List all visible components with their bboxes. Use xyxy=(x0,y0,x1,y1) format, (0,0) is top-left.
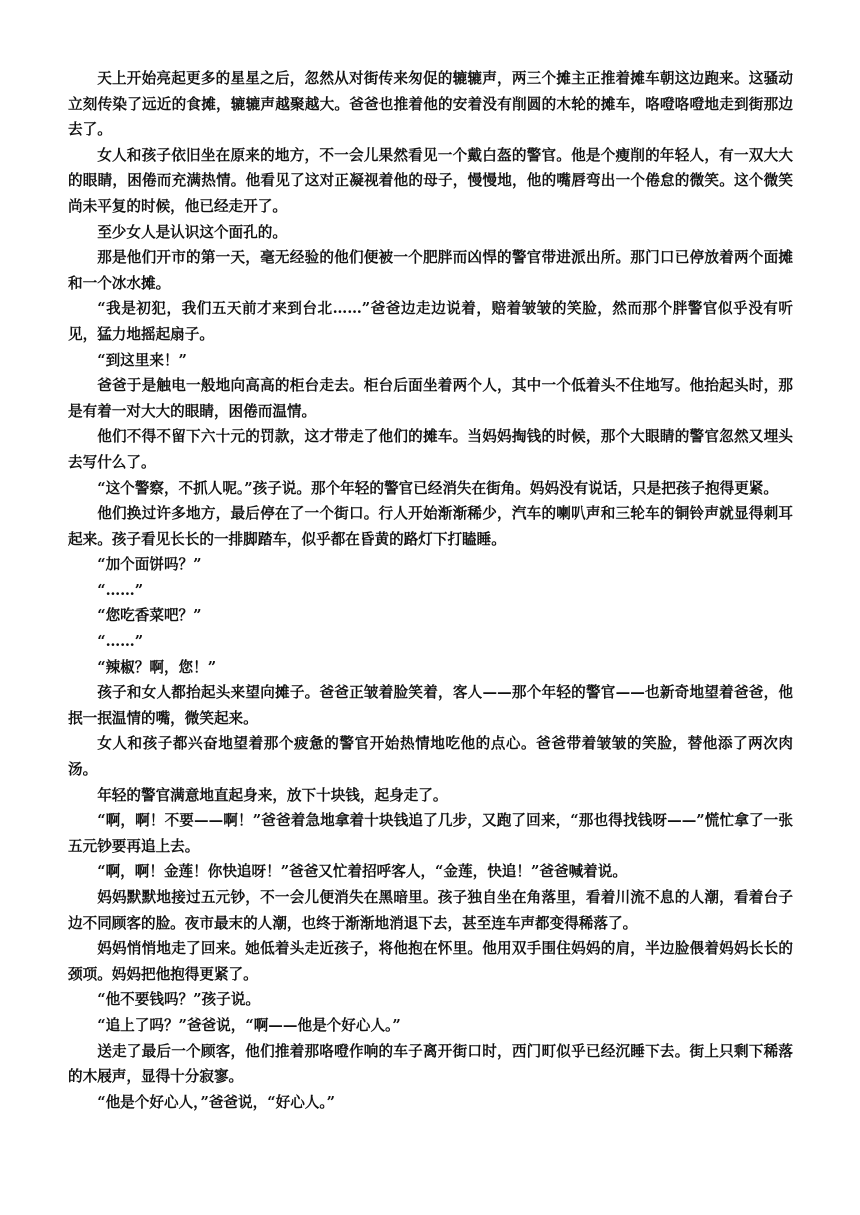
paragraph: 妈妈悄悄地走了回来。她低着头走近孩子，将他抱在怀里。他用双手围住妈妈的肩，半边脸偎着妈妈长长的颈项。妈妈把他抱得更紧了。 xyxy=(68,940,793,983)
paragraph: “到这里来！” xyxy=(97,351,187,369)
paragraph: “这个警察，不抓人呢。”孩子说。那个年轻的警官已经消失在街角。妈妈没有说话，只是把孩子抱得更紧。 xyxy=(97,479,778,497)
paragraph: 他们不得不留下六十元的罚款，这才带走了他们的摊车。当妈妈掏钱的时候，那个大眼睛的警官忽然又埋头去写什么了。 xyxy=(68,428,793,471)
paragraph: 那是他们开市的第一天，毫无经验的他们便被一个肥胖而凶悍的警官带进派出所。那门口已停放着两个面摊和一个冰水摊。 xyxy=(68,249,793,292)
paragraph: 妈妈默默地接过五元钞，不一会儿便消失在黑暗里。孩子独自坐在角落里，看着川流不息的人潮，看着台子边不同顾客的脸。夜市最末的人潮，也终于渐渐地消退下去，甚至连车声都变得稀落了。 xyxy=(68,889,793,932)
paragraph: 送走了最后一个顾客，他们推着那咯噔作响的车子离开街口时，西门町似乎已经沉睡下去。街上只剩下稀落的木屐声，显得十分寂寥。 xyxy=(68,1042,793,1086)
paragraph: “……” xyxy=(97,633,144,651)
paragraph: 孩子和女人都抬起头来望向摊子。爸爸正皱着脸笑着，客人——那个年轻的警官——也新奇地望着爸爸，他抿一抿温情的嘴，微笑起来。 xyxy=(68,684,793,727)
paragraph: 他们换过许多地方，最后停在了一个街口。行人开始渐渐稀少，汽车的喇叭声和三轮车的铜铃声就显得刺耳起来。孩子看见长长的一排脚踏车，似乎都在昏黄的路灯下打瞌睡。 xyxy=(68,505,793,548)
paragraph: “啊，啊！金莲！你快追呀！”爸爸又忙着招呼客人，“金莲，快追！”爸爸喊着说。 xyxy=(97,863,627,881)
paragraph: “……” xyxy=(97,581,144,599)
paragraph: “他是个好心人，”爸爸说，“好心人。” xyxy=(97,1093,336,1111)
paragraph: “啊，啊！不要——啊！”爸爸着急地拿着十块钱追了几步，又跑了回来，“那也得找钱呀——”慌忙拿了一张五元钞要再追上去。 xyxy=(68,812,793,855)
paragraph: 至少女人是认识这个面孔的。 xyxy=(97,223,287,241)
paragraph: 年轻的警官满意地直起身来，放下十块钱，起身走了。 xyxy=(97,786,448,804)
document-body xyxy=(68,66,793,1115)
paragraph: “我是初犯，我们五天前才来到台北……”爸爸边走边说着，赔着皱皱的笑脸，然而那个胖警官似乎没有听见，猛力地摇起扇子。 xyxy=(68,300,793,343)
paragraph: “您吃香菜吧？” xyxy=(97,607,202,625)
paragraph: 爸爸于是触电一般地向高高的柜台走去。柜台后面坐着两个人，其中一个低着头不住地写。他抬起头时，那是有着一对大大的眼睛，困倦而温情。 xyxy=(68,377,793,420)
paragraph: 女人和孩子都兴奋地望着那个疲惫的警官开始热情地吃他的点心。爸爸带着皱皱的笑脸，替他添了两次肉汤。 xyxy=(68,735,793,779)
paragraph: “加个面饼吗？” xyxy=(97,556,202,574)
paragraph: “追上了吗？”爸爸说，“啊——他是个好心人。” xyxy=(97,1016,401,1034)
paragraph: “他不要钱吗？”孩子说。 xyxy=(97,991,260,1009)
paragraph: “辣椒？啊，您！” xyxy=(97,658,217,676)
paragraph: 女人和孩子依旧坐在原来的地方，不一会儿果然看见一个戴白盔的警官。他是个瘦削的年轻人，有一双大大的眼睛，困倦而充满热情。他看见了这对正凝视着他的母子，慢慢地，他的嘴唇弯出一个倦怠的微笑。这个微笑尚未平复的时候，他已经走开了。 xyxy=(68,146,793,215)
paragraph: 天上开始亮起更多的星星之后，忽然从对街传来匆促的辘辘声，两三个摊主正推着摊车朝这边跑来。这骚动立刻传染了远近的食摊，辘辘声越聚越大。爸爸也推着他的安着没有削圆的木轮的摊车，咯噔咯噔地走到街那边去了。 xyxy=(68,70,793,139)
